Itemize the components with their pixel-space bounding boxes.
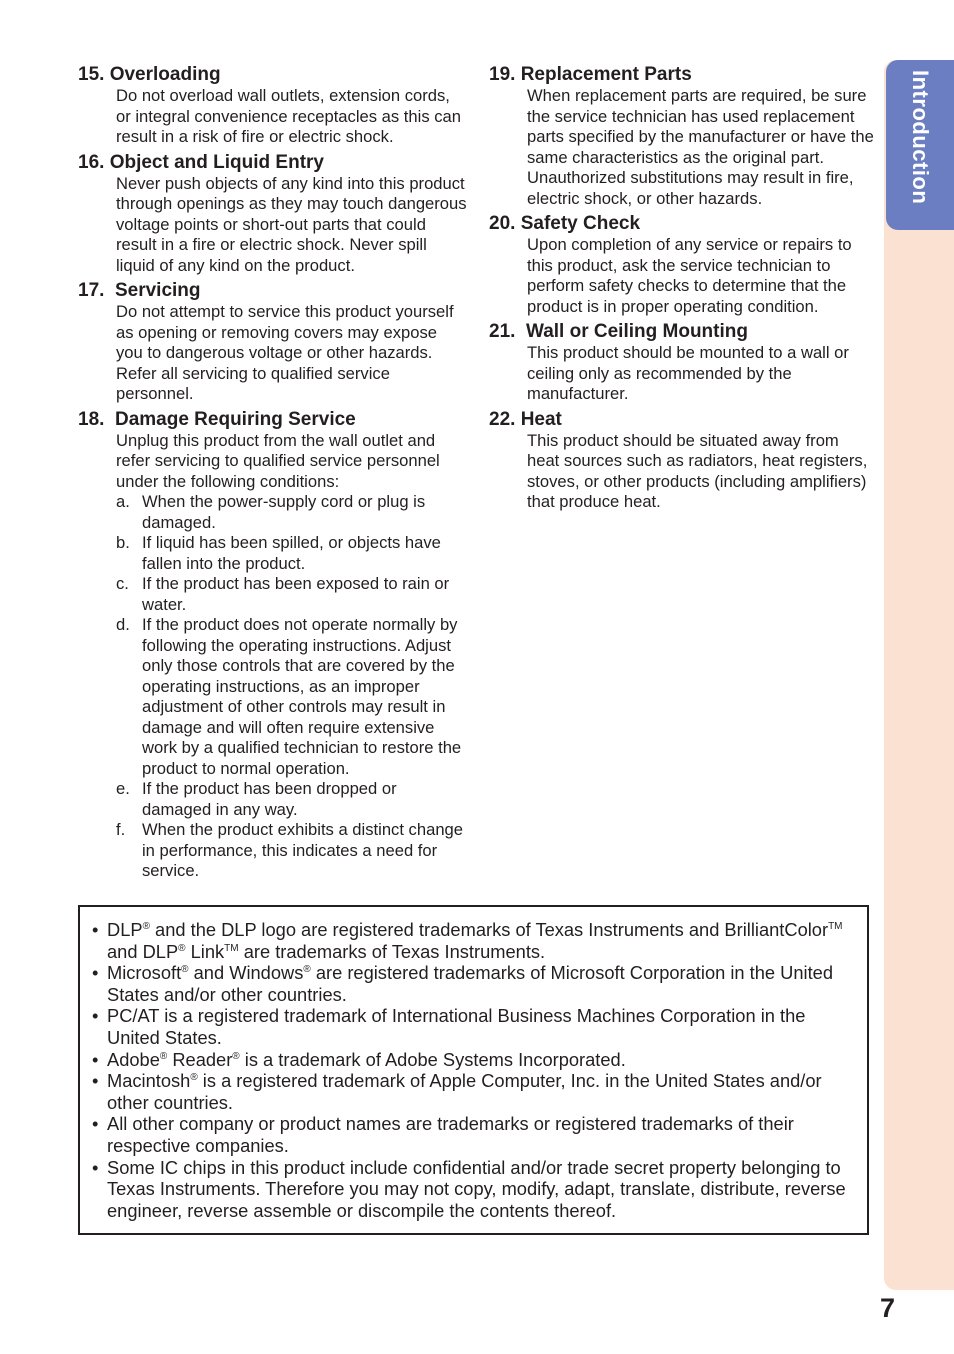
list-item: d. If the product does not operate normally by following the operating instructions. Adjust only those controls that are covered by the operating instructions, as an improper adjustment of other controls may result in damage and will often require extensive work by a qualified technician to restore the product to normal operation. — [116, 615, 462, 778]
section-servicing — [78, 280, 468, 405]
list-item: e. If the product has been dropped or damaged in any way. — [116, 779, 397, 819]
section-title: 16. Object and Liquid Entry — [78, 151, 324, 173]
side-band — [884, 60, 954, 1290]
section-body: Unplug this product from the wall outlet and refer servicing to qualified service personnel under the following conditions: — [116, 430, 440, 491]
section-overloading — [78, 64, 468, 148]
section-body: This product should be mounted to a wall or ceiling only as recommended by the manufacturer. — [527, 343, 849, 403]
list-item: c. If the product has been exposed to rain or water. — [116, 574, 450, 614]
section-title: 21. Wall or Ceiling Mounting — [489, 321, 748, 342]
trademark-item: • DLP® and the DLP logo are registered trademarks of Texas Instruments and BrilliantColor™ and DLP® Link™ are trademarks of Texas Instruments. — [92, 919, 843, 962]
section-body: Upon completion of any service or repairs to this product, ask the service technician to perform safety checks to determine that the product is in proper operating condition. — [527, 235, 852, 316]
section-body: This product should be situated away from heat sources such as radiators, heat registers, stoves, or other products (including amplifiers) that produce heat. — [527, 430, 868, 511]
section-title: 18. Damage Requiring Service — [78, 408, 356, 430]
trademark-item: • Some IC chips in this product include confidential and/or trade secret property belonging to Texas Instruments. Therefore you may not copy, modify, adapt, translate, distribute, reverse engineer, reverse assemble or discompile the contents thereof. — [92, 1156, 846, 1221]
trademark-item: • Microsoft® and Windows® are registered trademarks of Microsoft Corporation in the United States and/or other countries. — [92, 962, 833, 1005]
list-item: a. When the power-supply cord or plug is damaged. — [116, 492, 426, 532]
list-item: f. When the product exhibits a distinct change in performance, this indicates a need for service. — [116, 820, 464, 880]
section-safety-check — [489, 213, 874, 317]
section-body: Do not attempt to service this product yourself as opening or removing covers may expose you to dangerous voltage or other hazards. Refer all servicing to qualified service personnel. — [116, 302, 454, 403]
section-title: 15. Overloading — [78, 64, 221, 85]
section-object-liquid-entry — [78, 152, 468, 277]
section-title: 17. Servicing — [78, 280, 201, 301]
trademark-box — [78, 905, 869, 1235]
section-damage-requiring-service — [78, 409, 468, 882]
list-item: b. If liquid has been spilled, or objects have fallen into the product. — [116, 533, 441, 573]
trademark-list — [92, 919, 852, 1221]
condition-list — [116, 492, 468, 882]
left-column — [78, 64, 468, 886]
section-tab-label: Introduction — [908, 70, 933, 205]
trademark-item: • Macintosh® is a registered trademark of Apple Computer, Inc. in the United States and/or other countries. — [92, 1070, 822, 1113]
section-heat — [489, 409, 874, 513]
trademark-item: • Adobe® Reader® is a trademark of Adobe Systems Incorporated. — [92, 1048, 626, 1070]
section-wall-ceiling-mounting — [489, 321, 874, 405]
section-title: 20. Safety Check — [489, 213, 641, 234]
section-replacement-parts — [489, 64, 874, 209]
section-body: Never push objects of any kind into this product through openings as they may touch dangerous voltage points or short-out parts that could result in a fire or electric shock. Never spill liquid of any kind on the product. — [116, 173, 467, 275]
trademark-item: • PC/AT is a registered trademark of International Business Machines Corporation in the United States. — [92, 1005, 806, 1048]
page-number: 7 — [880, 1293, 896, 1323]
trademark-item: • All other company or product names are trademarks or registered trademarks of their respective companies. — [92, 1113, 794, 1156]
section-body: When replacement parts are required, be sure the service technician has used replacement parts specified by the manufacturer or have the same characteristics as the original part. Unauthorized substitutions may result in fire, electric shock, or other hazards. — [527, 86, 874, 208]
section-body: Do not overload wall outlets, extension cords, or integral convenience receptacles as this can result in a risk of fire or electric shock. — [116, 86, 461, 146]
section-title: 22. Heat — [489, 408, 562, 430]
right-column — [489, 64, 874, 517]
section-title: 19. Replacement Parts — [489, 64, 692, 85]
